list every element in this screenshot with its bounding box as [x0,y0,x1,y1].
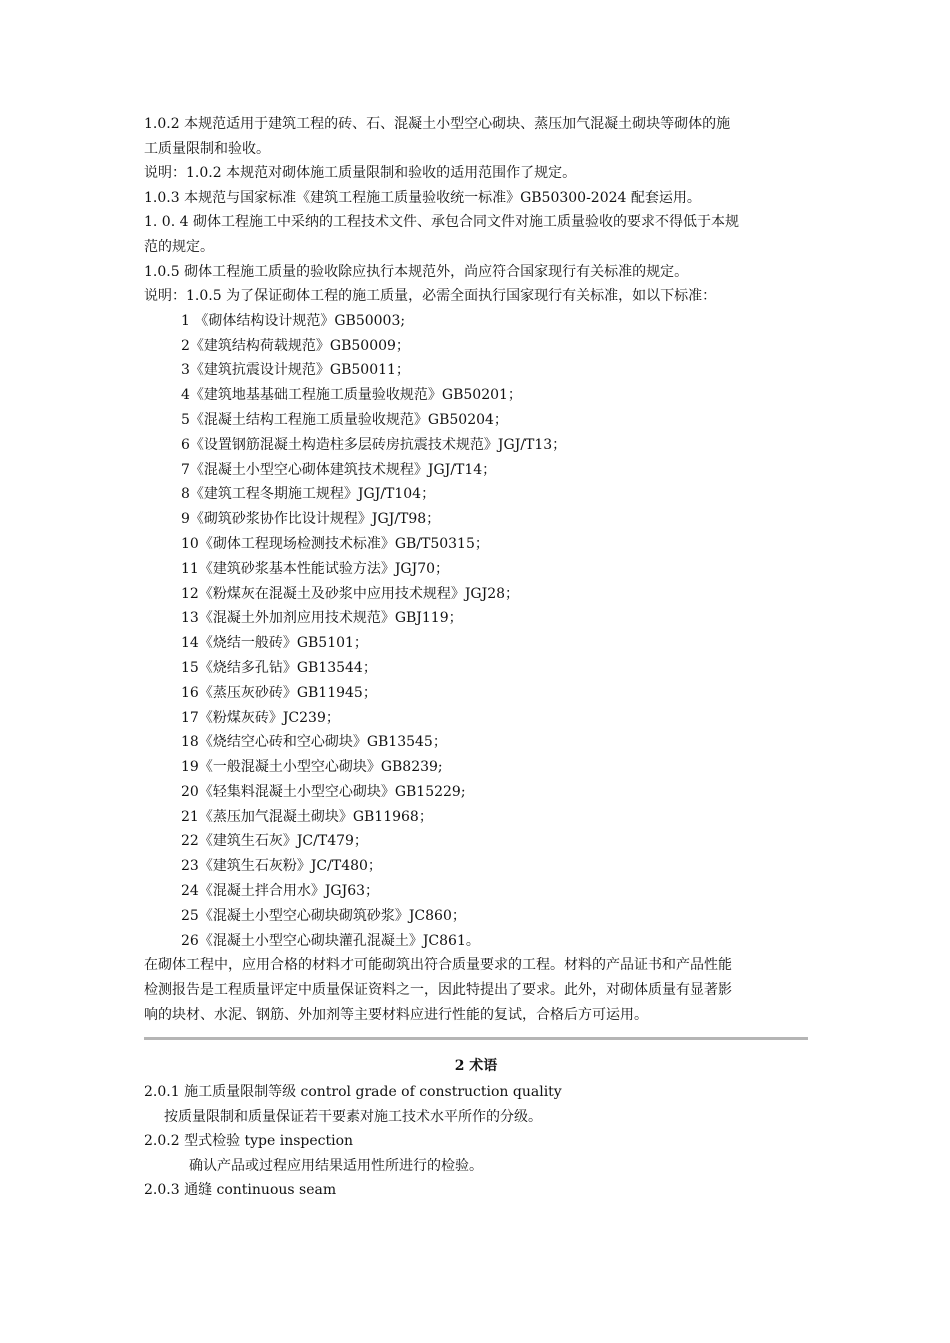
list-item: 20《轻集料混凝土小型空心砌块》GB15229; [181,783,466,800]
terms-list [144,1080,808,1203]
closing-line: 在砌体工程中，应用合格的材料才可能砌筑出符合质量要求的工程。材料的产品证书和产品性能 [144,957,732,974]
list-item: 17《粉煤灰砖》JC239； [181,709,340,726]
clause-1-0-4-line2: 范的规定。 [144,238,214,255]
list-item: 22《建筑生石灰》JC/T479； [181,833,368,850]
closing-paragraph [144,953,808,1027]
list-item: 5《混凝土结构工程施工质量验收规范》GB50204； [181,411,508,428]
list-item: 21《蒸压加气混凝土砌块》GB11968； [181,808,433,825]
closing-line: 检测报告是工程质量评定中质量保证资料之一，因此特提出了要求。此外，对砌体质量有显著影 [144,982,732,999]
document-page [144,112,808,1203]
list-item: 12《粉煤灰在混凝土及砂浆中应用技术规程》JGJ28； [181,585,520,602]
list-item: 19《一般混凝土小型空心砌块》GB8239; [181,759,443,776]
list-item: 24《混凝土拌合用水》JGJ63； [181,883,380,900]
list-item: 26《混凝土小型空心砌块灌孔混凝土》JC861。 [181,932,480,949]
clause-1-0-2-line2: 工质量限制和验收。 [144,140,270,157]
list-item: 25《混凝土小型空心砌块砌筑砂浆》JC860； [181,907,466,924]
term-title: 2.0.1 施工质量限制等级 control grade of construction quality [144,1084,562,1101]
list-item: 18《烧结空心砖和空心砌块》GB13545； [181,734,447,751]
list-item: 4《建筑地基基础工程施工质量验收规范》GB50201； [181,387,522,404]
intro-paragraphs [144,112,808,309]
clause-1-0-5: 1.0.5 砌体工程施工质量的验收除应执行本规范外，尚应符合国家现行有关标准的规定。 [144,263,689,280]
list-item: 6《设置钢筋混凝土构造柱多层砖房抗震技术规范》JGJ/T13； [181,436,567,453]
list-item: 3《建筑抗震设计规范》GB50011； [181,362,410,379]
term-definition: 确认产品或过程应用结果适用性所进行的检验。 [189,1157,483,1174]
note-1-0-5: 说明：1.0.5 为了保证砌体工程的施工质量，必需全面执行国家现行有关标准，如以下标准： [144,288,717,305]
term-definition: 按质量限制和质量保证若干要素对施工技术水平所作的分级。 [164,1108,542,1125]
note-1-0-2: 说明：1.0.2 本规范对砌体施工质量限制和验收的适用范围作了规定。 [144,165,577,182]
clause-1-0-3: 1.0.3 本规范与国家标准《建筑工程施工质量验收统一标准》GB50300-2024 配套运用。 [144,189,701,206]
list-item: 11《建筑砂浆基本性能试验方法》JGJ70； [181,560,450,577]
list-item: 15《烧结多孔钻》GB13544； [181,659,377,676]
term-title: 2.0.2 型式检验 type inspection [144,1133,354,1150]
list-item: 2《建筑结构荷载规范》GB50009； [181,337,410,354]
list-item: 23《建筑生石灰粉》JC/T480； [181,858,382,875]
list-item: 7《混凝土小型空心砌体建筑技术规程》JGJ/T14； [181,461,497,478]
list-item: 8《建筑工程冬期施工规程》JGJ/T104； [181,486,436,503]
closing-line: 响的块材、水泥、钢筋、外加剂等主要材料应进行性能的复试，合格后方可运用。 [144,1006,648,1023]
section-divider [144,1037,808,1040]
list-item: 13《混凝土外加剂应用技术规范》GBJ119； [181,610,463,627]
list-item: 9《砌筑砂浆协作比设计规程》JGJ/T98； [181,511,441,528]
clause-1-0-4-line1: 1. 0. 4 砌体工程施工中采纳的工程技术文件、承包合同文件对施工质量验收的要求不得低于本规 [144,214,739,231]
clause-1-0-2-line1: 1.0.2 本规范适用于建筑工程的砖、石、混凝土小型空心砌块、蒸压加气混凝土砌块等砌体的施 [144,116,731,132]
list-item: 10《砌体工程现场检测技术标准》GB/T50315； [181,535,489,552]
list-item: 16《蒸压灰砂砖》GB11945； [181,684,377,701]
list-item: 14《烧结一般砖》GB5101； [181,635,368,652]
section-heading: 2 术语 [454,1058,498,1075]
list-item: 1 《砌体结构设计规范》GB50003; [181,312,406,329]
standards-list [144,309,808,954]
term-title: 2.0.3 通缝 continuous seam [144,1182,337,1199]
